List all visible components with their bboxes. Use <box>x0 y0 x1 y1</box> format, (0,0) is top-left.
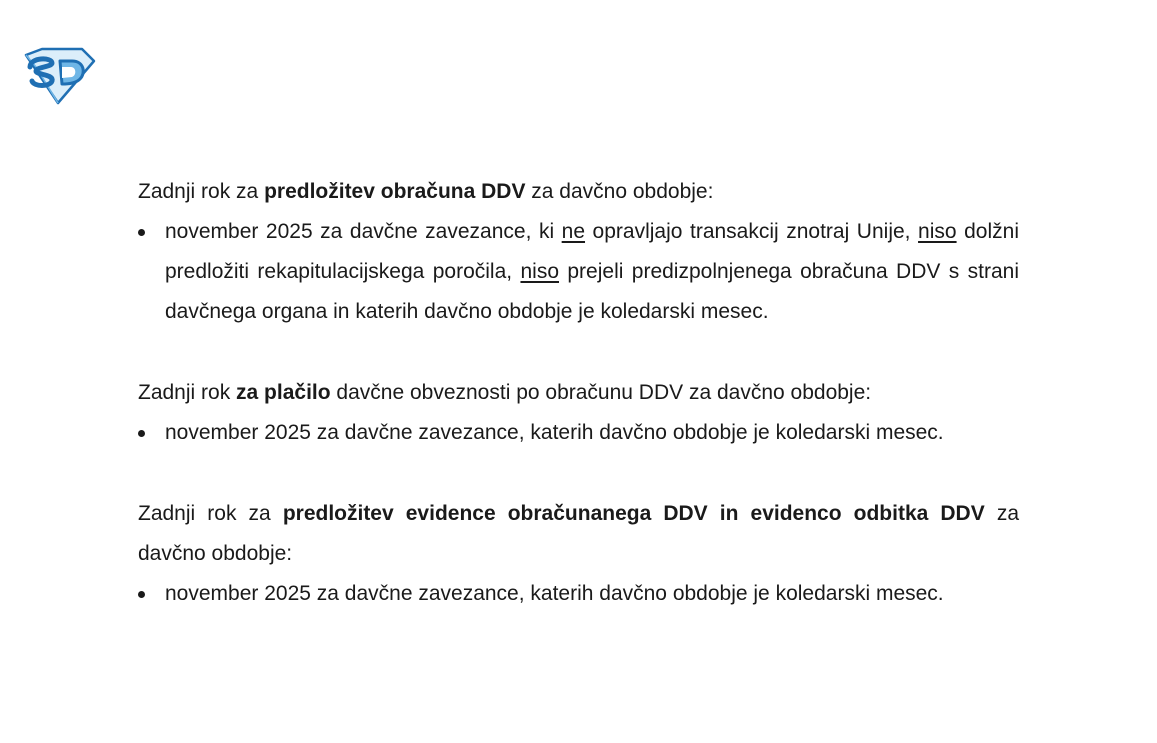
item-underlined-text: niso <box>520 260 559 283</box>
intro-text: za davčno obdobje: <box>138 502 1019 565</box>
section-intro <box>138 494 1019 574</box>
item-text: november 2025 za davčne zavezance, ki <box>165 220 562 243</box>
intro-text: Zadnji rok <box>138 381 237 404</box>
bullet-icon <box>138 591 145 598</box>
item-text: prejeli predizpolnjenega obračuna DDV s strani davčnega organa in katerih davčno obdobje je koledarski mesec. <box>165 260 1019 323</box>
item-text: november 2025 za davčne zavezance, katerih davčno obdobje je koledarski mesec. <box>165 582 944 605</box>
intro-bold-text: za plačilo <box>236 381 331 404</box>
section-intro <box>138 373 1019 413</box>
intro-text: Zadnji rok za <box>138 180 265 203</box>
item-text: november 2025 za davčne zavezance, katerih davčno obdobje je koledarski mesec. <box>165 421 944 444</box>
list-item <box>138 212 1019 332</box>
section-intro <box>138 172 1019 212</box>
deadline-list <box>138 574 1019 614</box>
section-records-submission <box>138 494 1019 614</box>
item-text: dolžni predložiti rekapitulacijskega poročila, <box>165 220 1019 283</box>
item-underlined-text: niso <box>918 220 957 243</box>
document-body <box>138 172 1019 614</box>
intro-bold-text: predložitev evidence obračunanega DDV in evidenco odbitka DDV <box>282 502 985 525</box>
deadline-list <box>138 212 1019 332</box>
sd-logo-icon <box>22 47 96 105</box>
list-item <box>138 413 1019 453</box>
item-underlined-text: ne <box>561 220 586 243</box>
intro-text: davčne obveznosti po obračunu DDV za davčno obdobje: <box>330 381 872 404</box>
section-payment <box>138 373 1019 453</box>
deadline-list <box>138 413 1019 453</box>
intro-bold-text: predložitev obračuna DDV <box>264 180 526 203</box>
section-submission-vat-return <box>138 172 1019 332</box>
item-text: opravljajo transakcij znotraj Unije, <box>585 220 919 243</box>
intro-text: za davčno obdobje: <box>525 180 714 203</box>
list-item <box>138 574 1019 614</box>
bullet-icon <box>138 430 145 437</box>
bullet-icon <box>138 229 145 236</box>
intro-text: Zadnji rok za <box>138 502 283 525</box>
